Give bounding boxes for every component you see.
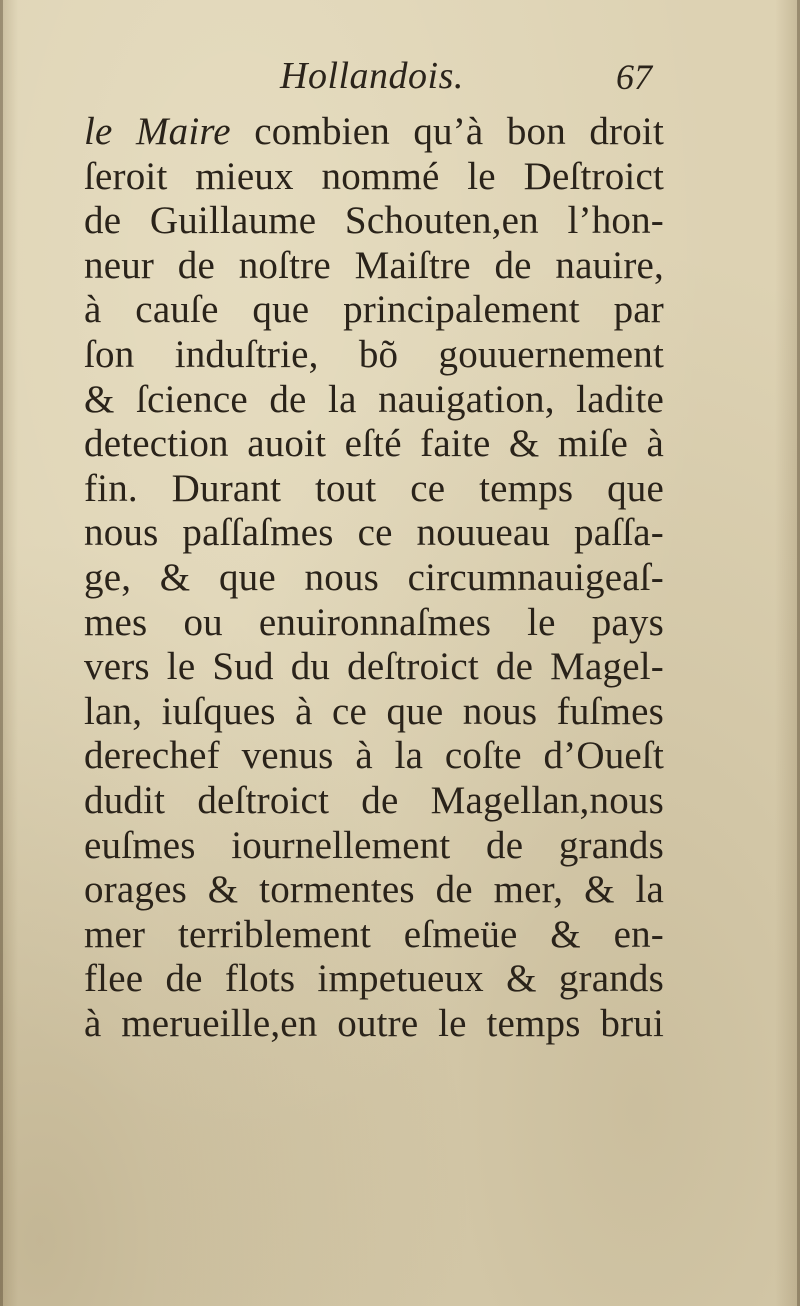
text-line: [84, 779, 664, 824]
text-line: [84, 110, 664, 155]
page-edge-shadow: [0, 0, 3, 1306]
text-line: [84, 913, 664, 958]
line-text: combien qu’à bon droit: [230, 110, 664, 153]
line-text: ſeroit mieux nommé le Deſtroict: [84, 154, 664, 198]
text-line: [84, 556, 664, 601]
line-text: orages & tormentes de mer, & la: [84, 868, 664, 912]
line-text: & ſcience de la nauigation, ladite: [84, 377, 664, 421]
line-text: lan, iuſques à ce que nous fuſmes: [84, 689, 664, 733]
text-line: [84, 155, 664, 200]
running-title: Hollandois.: [280, 55, 464, 97]
line-text: detection auoit eſté faite & miſe à: [84, 422, 664, 466]
body-text: [84, 110, 664, 1046]
text-line: [84, 378, 664, 423]
text-line: [84, 511, 664, 556]
line-text: vers le Sud du deſtroict de Magel-: [84, 645, 664, 689]
text-line: [84, 957, 664, 1002]
page-number: 67: [616, 57, 652, 97]
text-line: [84, 734, 664, 779]
italic-name: le Maire: [84, 110, 231, 153]
text-line: [84, 288, 664, 333]
text-line: [84, 467, 664, 512]
line-text: ſon induſtrie, bõ gouuernement: [84, 332, 664, 376]
line-text: à merueille,en outre le temps brui: [84, 1001, 664, 1045]
line-text: à cauſe que principalement par: [84, 288, 664, 332]
line-text: neur de noſtre Maiſtre de nauire,: [84, 243, 664, 287]
text-line: [84, 244, 664, 289]
text-line: [84, 1002, 664, 1047]
line-text: flee de flots impetueux & grands: [84, 957, 664, 1001]
line-text: mes ou enuironnaſmes le pays: [84, 600, 664, 644]
line-text: derechef venus à la coſte d’Oueſt: [84, 734, 664, 778]
text-line: [84, 690, 664, 735]
text-line: [84, 422, 664, 467]
text-line: [84, 333, 664, 378]
text-line: [84, 199, 664, 244]
text-line: [84, 824, 664, 869]
line-text: euſmes iournellement de grands: [84, 823, 664, 867]
text-line: [84, 868, 664, 913]
line-text: dudit deſtroict de Magellan,nous: [84, 778, 664, 822]
text-line: [84, 601, 664, 646]
line-text: fin. Durant tout ce temps que: [84, 466, 664, 510]
running-head: [0, 54, 800, 104]
line-text: nous paſſaſmes ce nouueau paſſa-: [84, 511, 664, 555]
line-text: de Guillaume Schouten,en l’hon-: [84, 199, 664, 243]
text-line: [84, 645, 664, 690]
line-text: ge, & que nous circumnauigeaſ-: [84, 555, 664, 599]
line-text: mer terriblement eſmeüe & en-: [84, 912, 664, 956]
